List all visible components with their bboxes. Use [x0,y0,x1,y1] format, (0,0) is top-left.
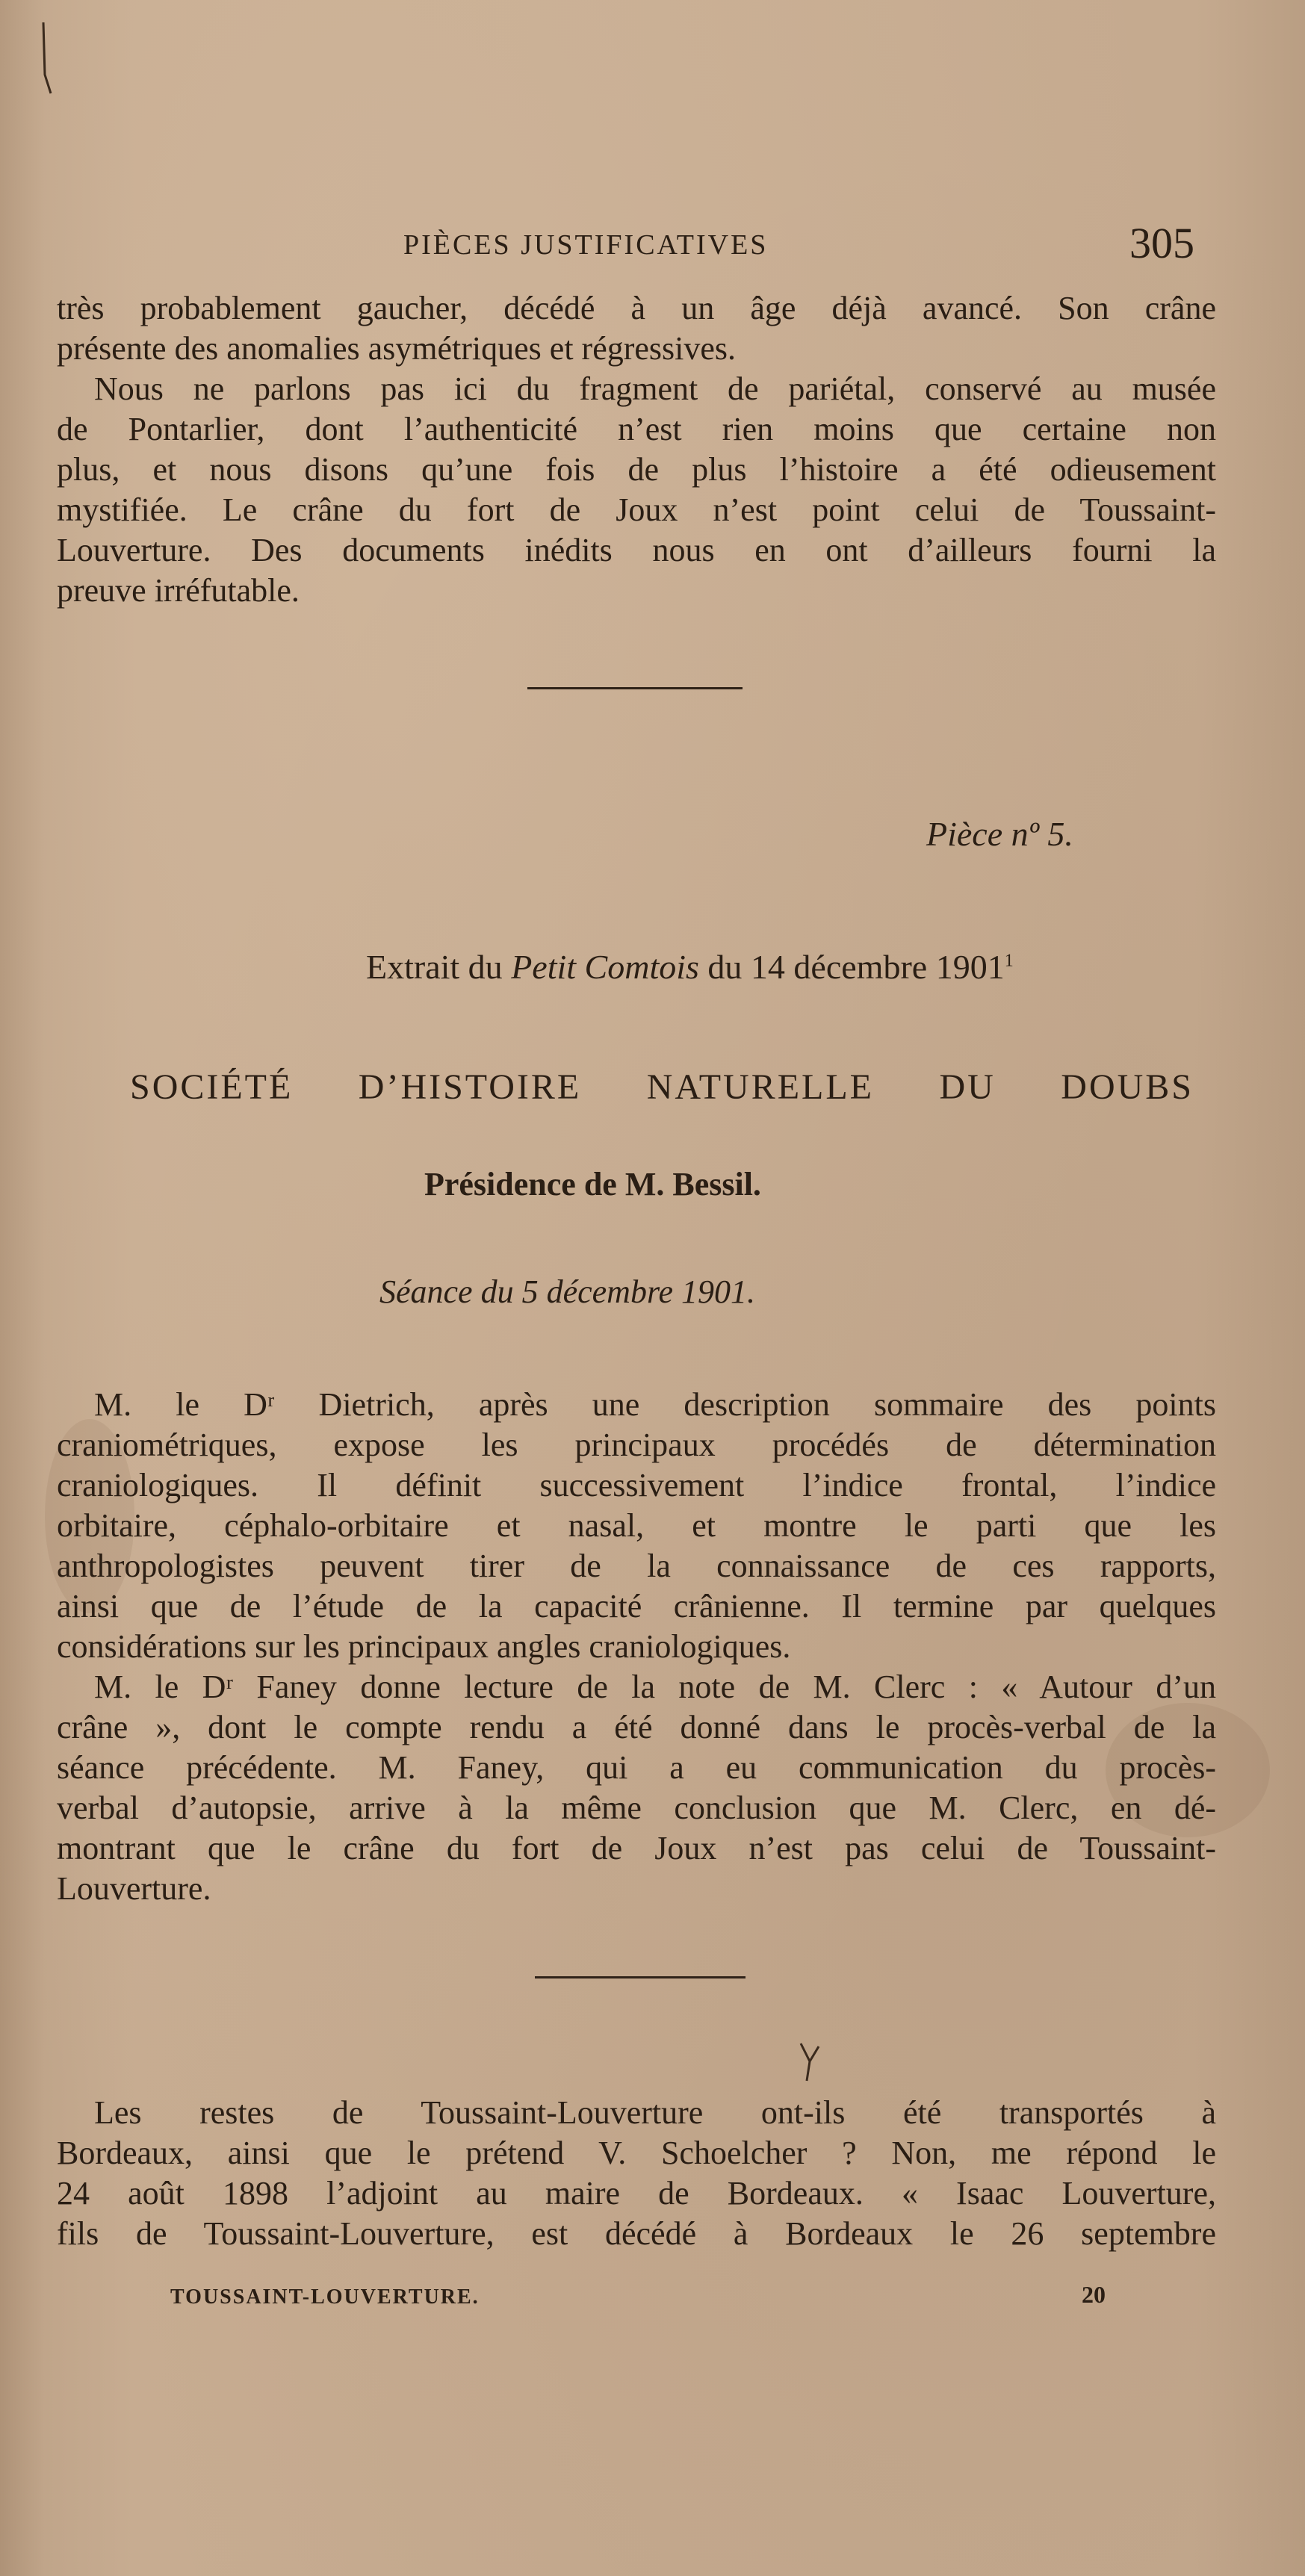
presidence-line: Présidence de M. Bessil. [424,1166,761,1202]
footnote-mark: 1 [1004,951,1014,971]
text-line: montrant que le crâne du fort de Joux n’est pas celui de Toussaint- [57,1830,1216,1866]
paragraph-4 [57,1667,1216,1909]
running-head [0,218,1305,267]
text-line: preuve irréfutable. [57,572,300,609]
extract-prefix: Extrait du [366,948,503,986]
page-footer [0,2281,1305,2311]
text-line: de Pontarlier, dont l’authenticité n’est rien moins que certaine non [57,411,1216,447]
signature-mark: TOUSSAINT-LOUVERTURE. [170,2285,480,2309]
text-line: séance précédente. M. Faney, qui a eu communication du procès- [57,1749,1216,1786]
paragraph-1 [57,288,1216,369]
paragraph-2 [57,369,1216,611]
text-line: M. le Dʳ Dietrich, après une description sommaire des points [94,1386,1216,1423]
pencil-mark-icon [28,22,58,105]
text-line: 24 août 1898 l’adjoint au maire de Bordeaux. « Isaac Louverture, [57,2175,1216,2212]
text-line: orbitaire, céphalo-orbitaire et nasal, et montre le parti que les [57,1507,1216,1544]
extract-line [366,947,1014,987]
text-line: Louverture. [57,1870,211,1907]
text-line: Louverture. Des documents inédits nous en ont d’ailleurs fourni la [57,532,1216,568]
text-line: craniologiques. Il définit successivement l’indice frontal, l’indice [57,1467,1216,1503]
text-line: très probablement gaucher, décédé à un âge déjà avancé. Son crâne [57,290,1216,326]
text-line: Nous ne parlons pas ici du fragment de pariétal, conservé au musée [94,370,1216,407]
text-line: Bordeaux, ainsi que le prétend V. Schoelcher ? Non, me répond le [57,2135,1216,2171]
text-line: ainsi que de l’étude de la capacité crânienne. Il termine par quelques [57,1588,1216,1624]
text-line: présente des anomalies asymétriques et régressives. [57,330,737,367]
text-line: mystifiée. Le crâne du fort de Joux n’est point celui de Toussaint- [57,491,1216,528]
text-line: considérations sur les principaux angles craniologiques. [57,1628,791,1665]
text-line: fils de Toussaint-Louverture, est décédé à Bordeaux le 26 septembre [57,2215,1216,2252]
ink-mark-icon [795,2039,825,2084]
page-number: 305 [1129,219,1194,267]
paragraph-5 [57,2093,1216,2254]
section-divider [535,1976,746,1978]
running-title: PIÈCES JUSTIFICATIVES [403,229,769,261]
text-line: verbal d’autopsie, arrive à la même conclusion que M. Clerc, en dé- [57,1790,1216,1826]
society-title: SOCIÉTÉ D’HISTOIRE NATURELLE DU DOUBS [130,1067,1194,1107]
text-line: Les restes de Toussaint-Louverture ont-ils été transportés à [94,2094,1216,2131]
journal-title: Petit Comtois [511,948,699,986]
text-line: plus, et nous disons qu’une fois de plus l’histoire a été odieusement [57,451,1216,488]
paragraph-3 [57,1385,1216,1667]
extract-suffix: du 14 décembre 1901 [707,948,1005,986]
sheet-number: 20 [1082,2281,1106,2308]
text-line: crâne », dont le compte rendu a été donné dans le procès-verbal de la [57,1709,1216,1745]
text-line: M. le Dʳ Faney donne lecture de la note de M. Clerc : « Autour d’un [94,1669,1216,1705]
section-divider [527,687,743,689]
text-line: anthropologistes peuvent tirer de la connaissance de ces rapports, [57,1548,1216,1584]
seance-date: Séance du 5 décembre 1901. [379,1273,755,1310]
text-line: craniométriques, expose les principaux procédés de détermination [57,1427,1216,1463]
piece-label: Pièce nº 5. [926,815,1073,853]
